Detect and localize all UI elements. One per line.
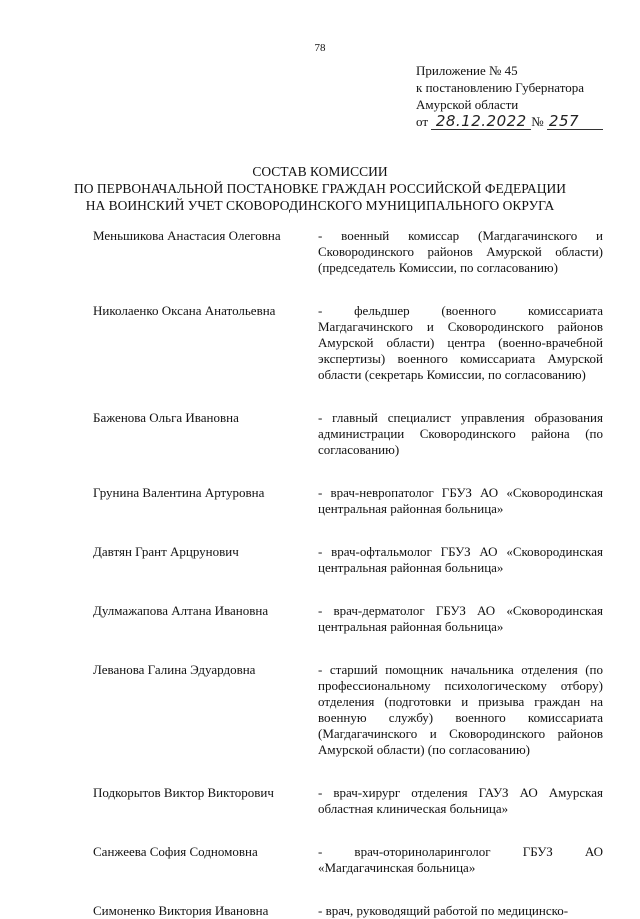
member-row bbox=[93, 544, 603, 576]
page-number: 78 bbox=[314, 42, 326, 54]
member-name: Баженова Ольга Ивановна bbox=[93, 410, 239, 425]
member-role: - врач-дерматолог ГБУЗ АО «Сковородинская центральная районная больница» bbox=[318, 603, 603, 634]
member-role: - фельдшер (военного комиссариата Магдагачинского и Сковородинского районов Амурской области) центра (военно-врачебной экспертизы) военного комиссариата Амурской области (секретарь Комиссии, по согласованию) bbox=[318, 303, 603, 382]
appendix-date-line bbox=[416, 113, 616, 130]
member-role: - военный комиссар (Магдагачинского и Сковородинского районов Амурской области) (председатель Комиссии, по согласованию) bbox=[318, 228, 603, 275]
member-role: - врач-хирург отделения ГАУЗ АО Амурская областная клиническая больница» bbox=[318, 785, 603, 816]
appendix-block bbox=[416, 62, 616, 130]
title-line-1: СОСТАВ КОМИССИИ bbox=[252, 164, 388, 179]
member-name: Симоненко Виктория Ивановна bbox=[93, 903, 269, 918]
member-name: Давтян Грант Арцрунович bbox=[93, 544, 239, 559]
member-role: - врач-оториноларинголог ГБУЗ АО «Магдагачинская больница» bbox=[318, 844, 603, 875]
member-row bbox=[93, 303, 603, 383]
member-row bbox=[93, 785, 603, 817]
appendix-line-2: к постановлению Губернатора bbox=[416, 80, 585, 95]
member-row bbox=[93, 844, 603, 876]
member-name: Леванова Галина Эдуардовна bbox=[93, 662, 256, 677]
member-row bbox=[93, 603, 603, 635]
member-name: Грунина Валентина Артуровна bbox=[93, 485, 265, 500]
from-prefix: от bbox=[416, 114, 429, 129]
handwritten-number: 257 bbox=[547, 114, 603, 130]
member-name: Николаенко Оксана Анатольевна bbox=[93, 303, 276, 318]
member-row bbox=[93, 410, 603, 458]
member-role: - главный специалист управления образования администрации Сковородинского района (по согласованию) bbox=[318, 410, 603, 457]
member-role: - врач-невропатолог ГБУЗ АО «Сковородинская центральная районная больница» bbox=[318, 485, 603, 516]
title-line-2: ПО ПЕРВОНАЧАЛЬНОЙ ПОСТАНОВКЕ ГРАЖДАН РОССИЙСКОЙ ФЕДЕРАЦИИ bbox=[73, 181, 567, 196]
title-line-3: НА ВОИНСКИЙ УЧЕТ СКОВОРОДИНСКОГО МУНИЦИПАЛЬНОГО ОКРУГА bbox=[85, 198, 555, 213]
member-name: Подкорытов Виктор Викторович bbox=[93, 785, 274, 800]
member-name: Меньшикова Анастасия Олеговна bbox=[93, 228, 281, 243]
member-role: - врач-офтальмолог ГБУЗ АО «Сковородинская центральная районная больница» bbox=[318, 544, 603, 575]
member-name: Дулмажапова Алтана Ивановна bbox=[93, 603, 269, 618]
members-list bbox=[93, 228, 603, 919]
member-role: - старший помощник начальника отделения (по профессиональному психологическому отбору) отделения (подготовки и призыва граждан на военную службу) военного комиссариата (Магдагачинского и Сковородинского районов Амурской области) (по согласованию) bbox=[318, 662, 603, 757]
member-row bbox=[93, 903, 603, 919]
document-title bbox=[0, 163, 640, 214]
number-sign: № bbox=[531, 114, 544, 129]
appendix-line-1: Приложение № 45 bbox=[416, 63, 518, 78]
member-row bbox=[93, 228, 603, 276]
handwritten-date: 28.12.2022 bbox=[431, 114, 531, 130]
member-row bbox=[93, 662, 603, 758]
appendix-line-3: Амурской области bbox=[416, 97, 519, 112]
member-name: Санжеева София Содномовна bbox=[93, 844, 258, 859]
member-role: - врач, руководящий работой по медицинско- bbox=[318, 903, 569, 918]
member-row bbox=[93, 485, 603, 517]
